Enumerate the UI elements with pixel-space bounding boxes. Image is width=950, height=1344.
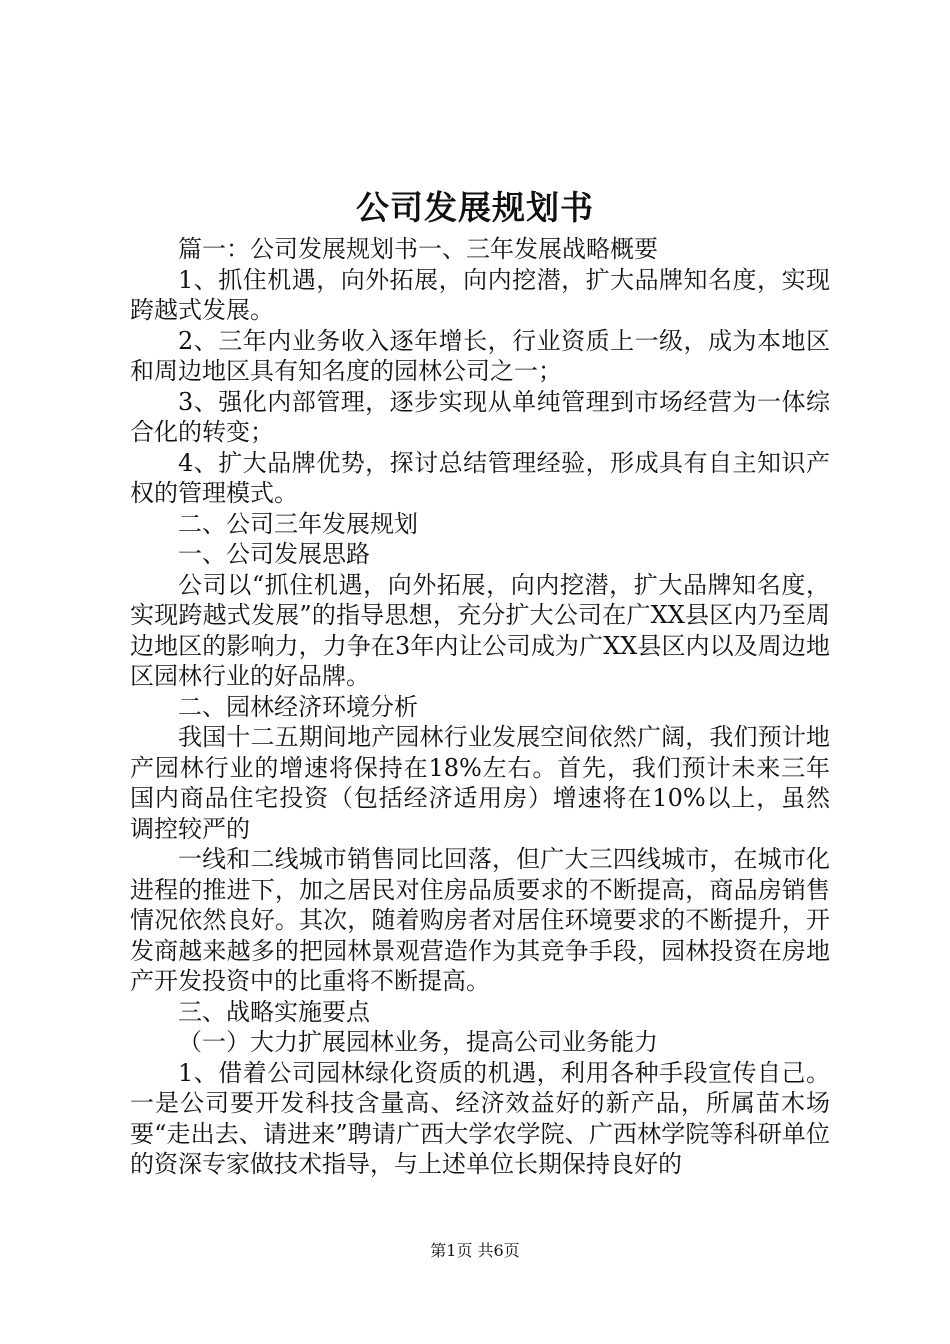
- paragraph-8: 公司以“抓住机遇，向外拓展，向内挖潜，扩大品牌知名度，实现跨越式发展”的指导思想，充分扩大公司在广XX县区内乃至周边地区的影响力，力争在3年内让公司成为广XX县区内以及周边地区园林行业的好品牌。: [130, 570, 830, 690]
- document-body: [130, 234, 830, 1180]
- paragraph-10: 我国十二五期间地产园林行业发展空间依然广阔，我们预计地产园林行业的增速将保持在18%左右。首先，我们预计未来三年国内商品住宅投资（包括经济适用房）增速将在10%以上，虽然调控较严的: [130, 723, 830, 843]
- section-heading-plan: 二、公司三年发展规划: [178, 509, 418, 538]
- paragraph-11: 一线和二线城市销售同比回落，但广大三四线城市，在城市化进程的推进下，加之居民对住房品质要求的不断提高，商品房销售情况依然良好。其次，随着购房者对居住环境要求的不断提升，开发商越来越多的把园林景观营造作为其竞争手段，园林投资在房地产开发投资中的比重将不断提高。: [130, 845, 830, 995]
- paragraph-4: 3、强化内部管理，逐步实现从单纯管理到市场经营为一体综合化的转变；: [130, 387, 830, 446]
- section-heading-strategy: 三、战略实施要点: [178, 997, 370, 1026]
- page-footer: 第1页 共6页: [430, 1241, 520, 1260]
- document-title: 公司发展规划书: [356, 188, 594, 227]
- paragraph-3: 2、三年内业务收入逐年增长，行业资质上一级，成为本地区和周边地区具有知名度的园林公司之一；: [130, 326, 830, 385]
- paragraph-2: 1、抓住机遇，向外拓展，向内挖潜，扩大品牌知名度，实现跨越式发展。: [130, 265, 830, 324]
- subsection-heading-expand: （一）大力扩展园林业务，提高公司业务能力: [178, 1028, 658, 1056]
- paragraph-14: 1、借着公司园林绿化资质的机遇，利用各种手段宣传自己。一是公司要开发科技含量高、经济效益好的新产品，所属苗木场要“走出去、请进来”聘请广西大学农学院、广西林学院等科研单位的资深专家做技术指导，与上述单位长期保持良好的: [130, 1058, 830, 1178]
- section-heading-environment: 二、园林经济环境分析: [178, 692, 418, 721]
- paragraph-5: 4、扩大品牌优势，探讨总结管理经验，形成具有自主知识产权的管理模式。: [130, 448, 830, 507]
- section-heading-thinking: 一、公司发展思路: [178, 540, 370, 568]
- paragraph-1: 篇一：公司发展规划书一、三年发展战略概要: [178, 235, 658, 263]
